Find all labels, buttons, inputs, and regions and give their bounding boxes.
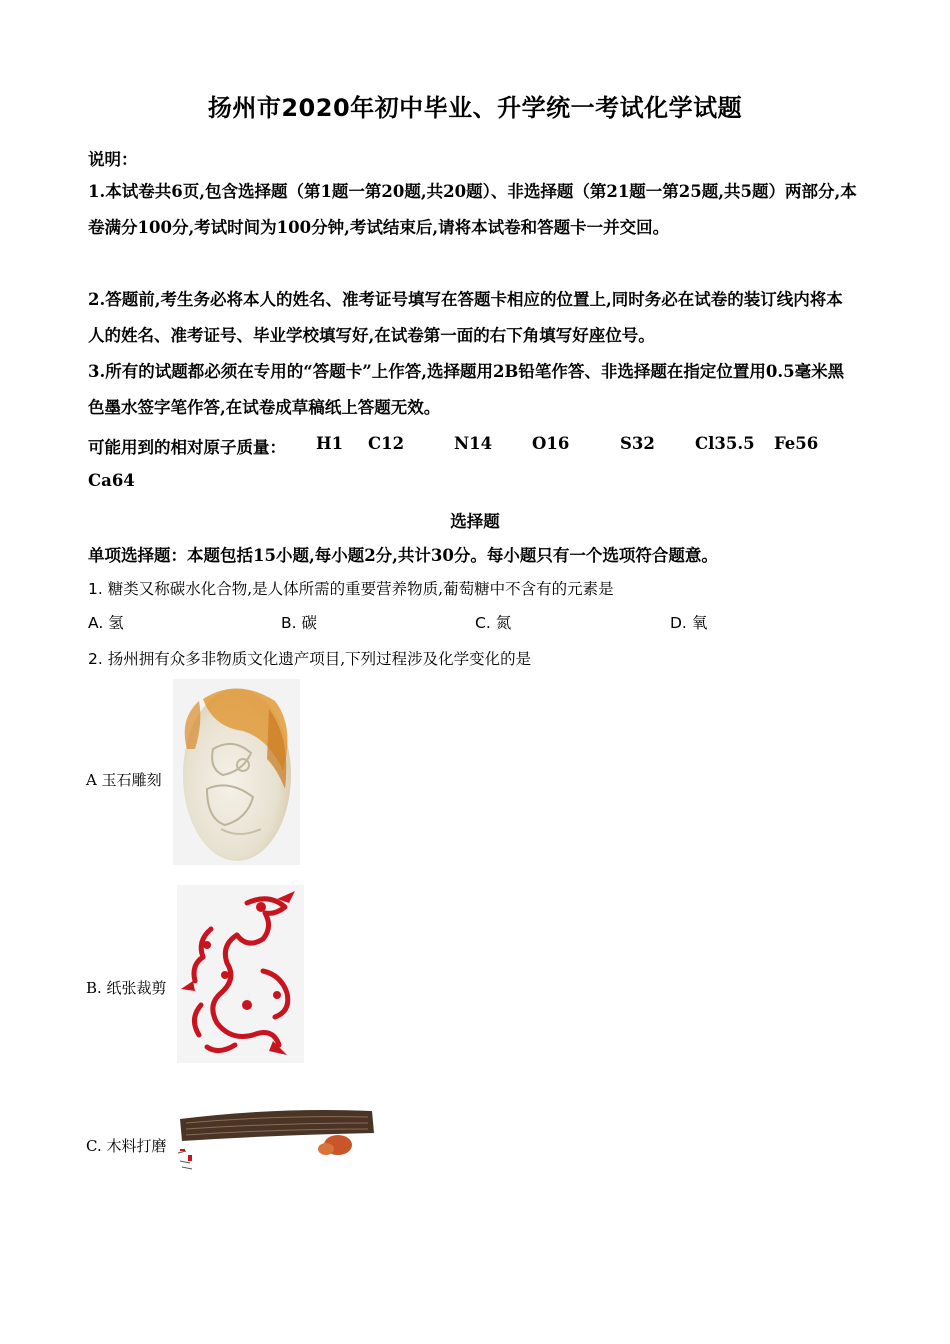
mass-item: H1 [316,434,344,453]
note-paragraph-2: 2.答题前,考生务必将本人的姓名、准考证号填写在答题卡相应的位置上,同时务必在试卷的装订线内将本人的姓名、准考证号、毕业学校填写好,在试卷第一面的右下角填写好座位号。 [88,290,843,345]
paper-cut-dragon-image [177,885,304,1063]
option-d[interactable]: D. 氧 [670,614,708,632]
choice-c-label[interactable]: C. 木料打磨 [86,1137,167,1155]
section-title: 选择题 [450,512,500,531]
guqin-instrument-image [176,1105,378,1177]
section-instruction: 单项选择题：本题包括15小题,每小题2分,共计30分。每小题只有一个选项符合题意。 [88,546,718,565]
option-b[interactable]: B. 碳 [281,614,318,632]
mass-item: N14 [454,434,493,453]
question-text: 扬州拥有众多非物质文化遗产项目,下列过程涉及化学变化的是 [107,650,532,668]
choice-b-label[interactable]: B. 纸张裁剪 [86,979,167,997]
choice-a-label[interactable]: A 玉石雕刻 [86,771,162,789]
mass-item: S32 [620,434,655,453]
notes-heading: 说明： [88,150,138,169]
question-number: 1. [88,580,103,598]
mass-item: Cl35.5 [695,434,755,453]
mass-item: Ca64 [88,471,135,490]
jade-carving-image [173,679,300,865]
mass-item: O16 [532,434,570,453]
question-text: 糖类又称碳水化合物,是人体所需的重要营养物质,葡萄糖中不含有的元素是 [107,580,614,598]
question-number: 2. [88,650,103,668]
atomic-masses-label: 可能用到的相对原子质量： [88,438,286,457]
mass-item: Fe56 [774,434,819,453]
note-paragraph-1: 1.本试卷共6页,包含选择题（第1题一第20题,共20题）、非选择题（第21题一第25题,共5题）两部分,本卷满分100分,考试时间为100分钟,考试结束后,请将本试卷和答题卡一并交回。 [88,182,857,237]
question-1 [88,577,614,599]
mass-item: C12 [368,434,405,453]
note-paragraph-3: 3.所有的试题都必须在专用的“答题卡”上作答,选择题用2B铅笔作答、非选择题在指定位置用0.5毫米黑色墨水签字笔作答,在试卷成草稿纸上答题无效。 [88,362,845,417]
option-c[interactable]: C. 氮 [475,614,512,632]
question-2 [88,647,531,669]
page-title: 扬州市2020年初中毕业、升学统一考试化学试题 [207,94,743,122]
option-a[interactable]: A. 氢 [88,614,124,632]
